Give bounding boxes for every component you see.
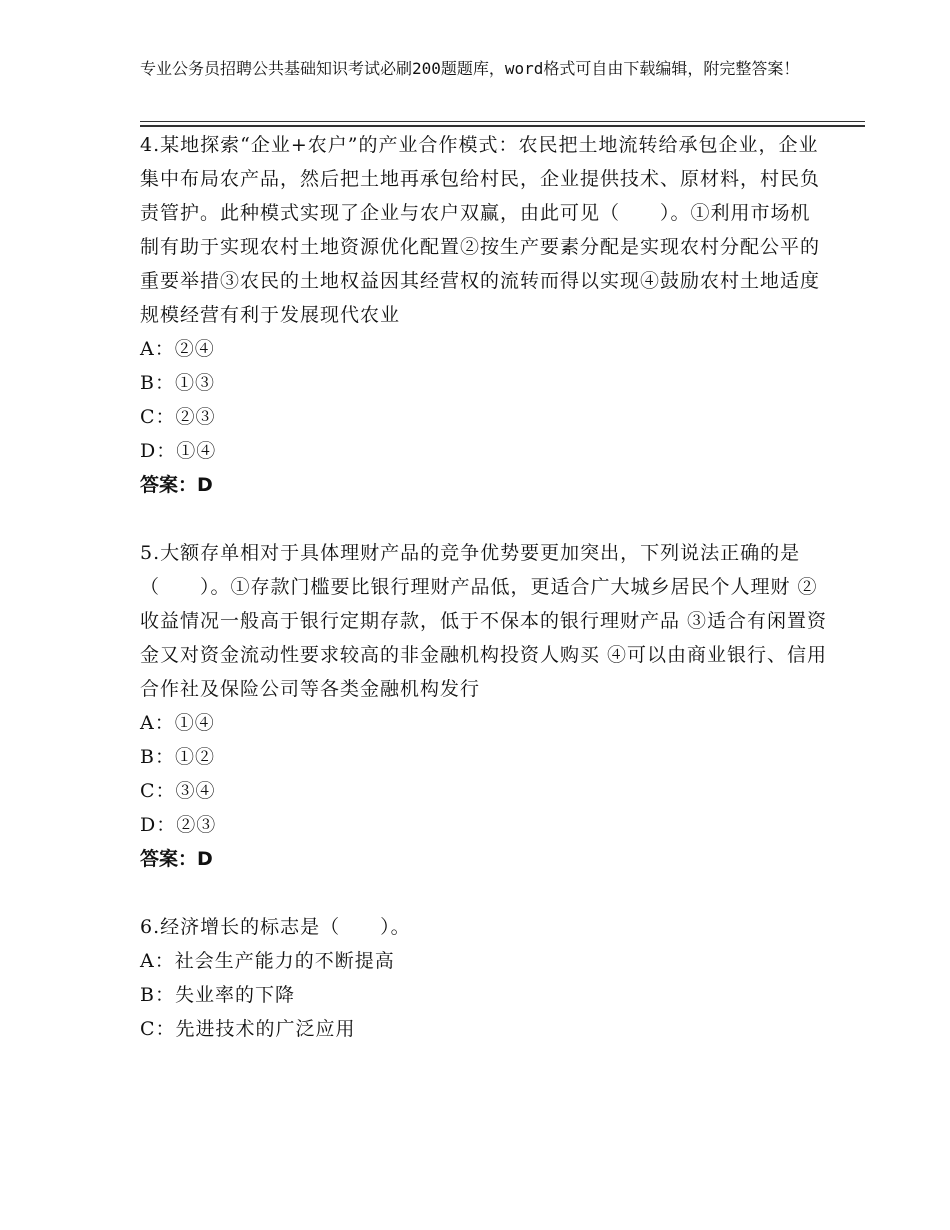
- question-5: [140, 536, 830, 876]
- answer-label: 答案：D: [140, 474, 213, 496]
- page-header: 专业公务员招聘公共基础知识考试必刷200题题库，word格式可自由下载编辑，附完整答案！: [140, 59, 800, 78]
- question-stem: 6.经济增长的标志是（ ）。: [140, 916, 411, 938]
- option-d: D：②③: [140, 814, 217, 836]
- answer-label: 答案：D: [140, 848, 213, 870]
- option-c: C：②③: [140, 406, 216, 428]
- option-a: A：①④: [140, 712, 215, 734]
- option-a: A：②④: [140, 338, 215, 360]
- option-c: C：先进技术的广泛应用: [140, 1018, 356, 1040]
- question-stem: 5.大额存单相对于具体理财产品的竞争优势要更加突出，下列说法正确的是（ ）。①存款门槛要比银行理财产品低，更适合广大城乡居民个人理财 ②收益情况一般高于银行定期存款，低于不保本的银行理财产品 ③适合有闲置资金又对资金流动性要求较高的非金融机构投资人购买 ④可以由商业银行、信用合作社及保险公司等各类金融机构发行: [140, 542, 828, 700]
- option-b: B：①②: [140, 746, 215, 768]
- option-a: A：社会生产能力的不断提高: [140, 950, 395, 972]
- option-b: B：失业率的下降: [140, 984, 295, 1006]
- option-d: D：①④: [140, 440, 217, 462]
- question-6: [140, 910, 830, 1046]
- header-rule-thin: [140, 121, 865, 122]
- questions-content: [140, 128, 830, 1046]
- header-rule-thick: [140, 125, 865, 127]
- question-spacer: [140, 502, 830, 536]
- question-spacer: [140, 876, 830, 910]
- question-4: [140, 128, 830, 502]
- option-c: C：③④: [140, 780, 216, 802]
- option-b: B：①③: [140, 372, 215, 394]
- question-stem: 4.某地探索“企业+农户”的产业合作模式：农民把土地流转给承包企业，企业集中布局农产品，然后把土地再承包给村民，企业提供技术、原材料，村民负责管护。此种模式实现了企业与农户双赢，由此可见（ ）。①利用市场机制有助于实现农村土地资源优化配置②按生产要素分配是实现农村分配公平的重要举措③农民的土地权益因其经营权的流转而得以实现④鼓励农村土地适度规模经营有利于发展现代农业: [140, 134, 821, 326]
